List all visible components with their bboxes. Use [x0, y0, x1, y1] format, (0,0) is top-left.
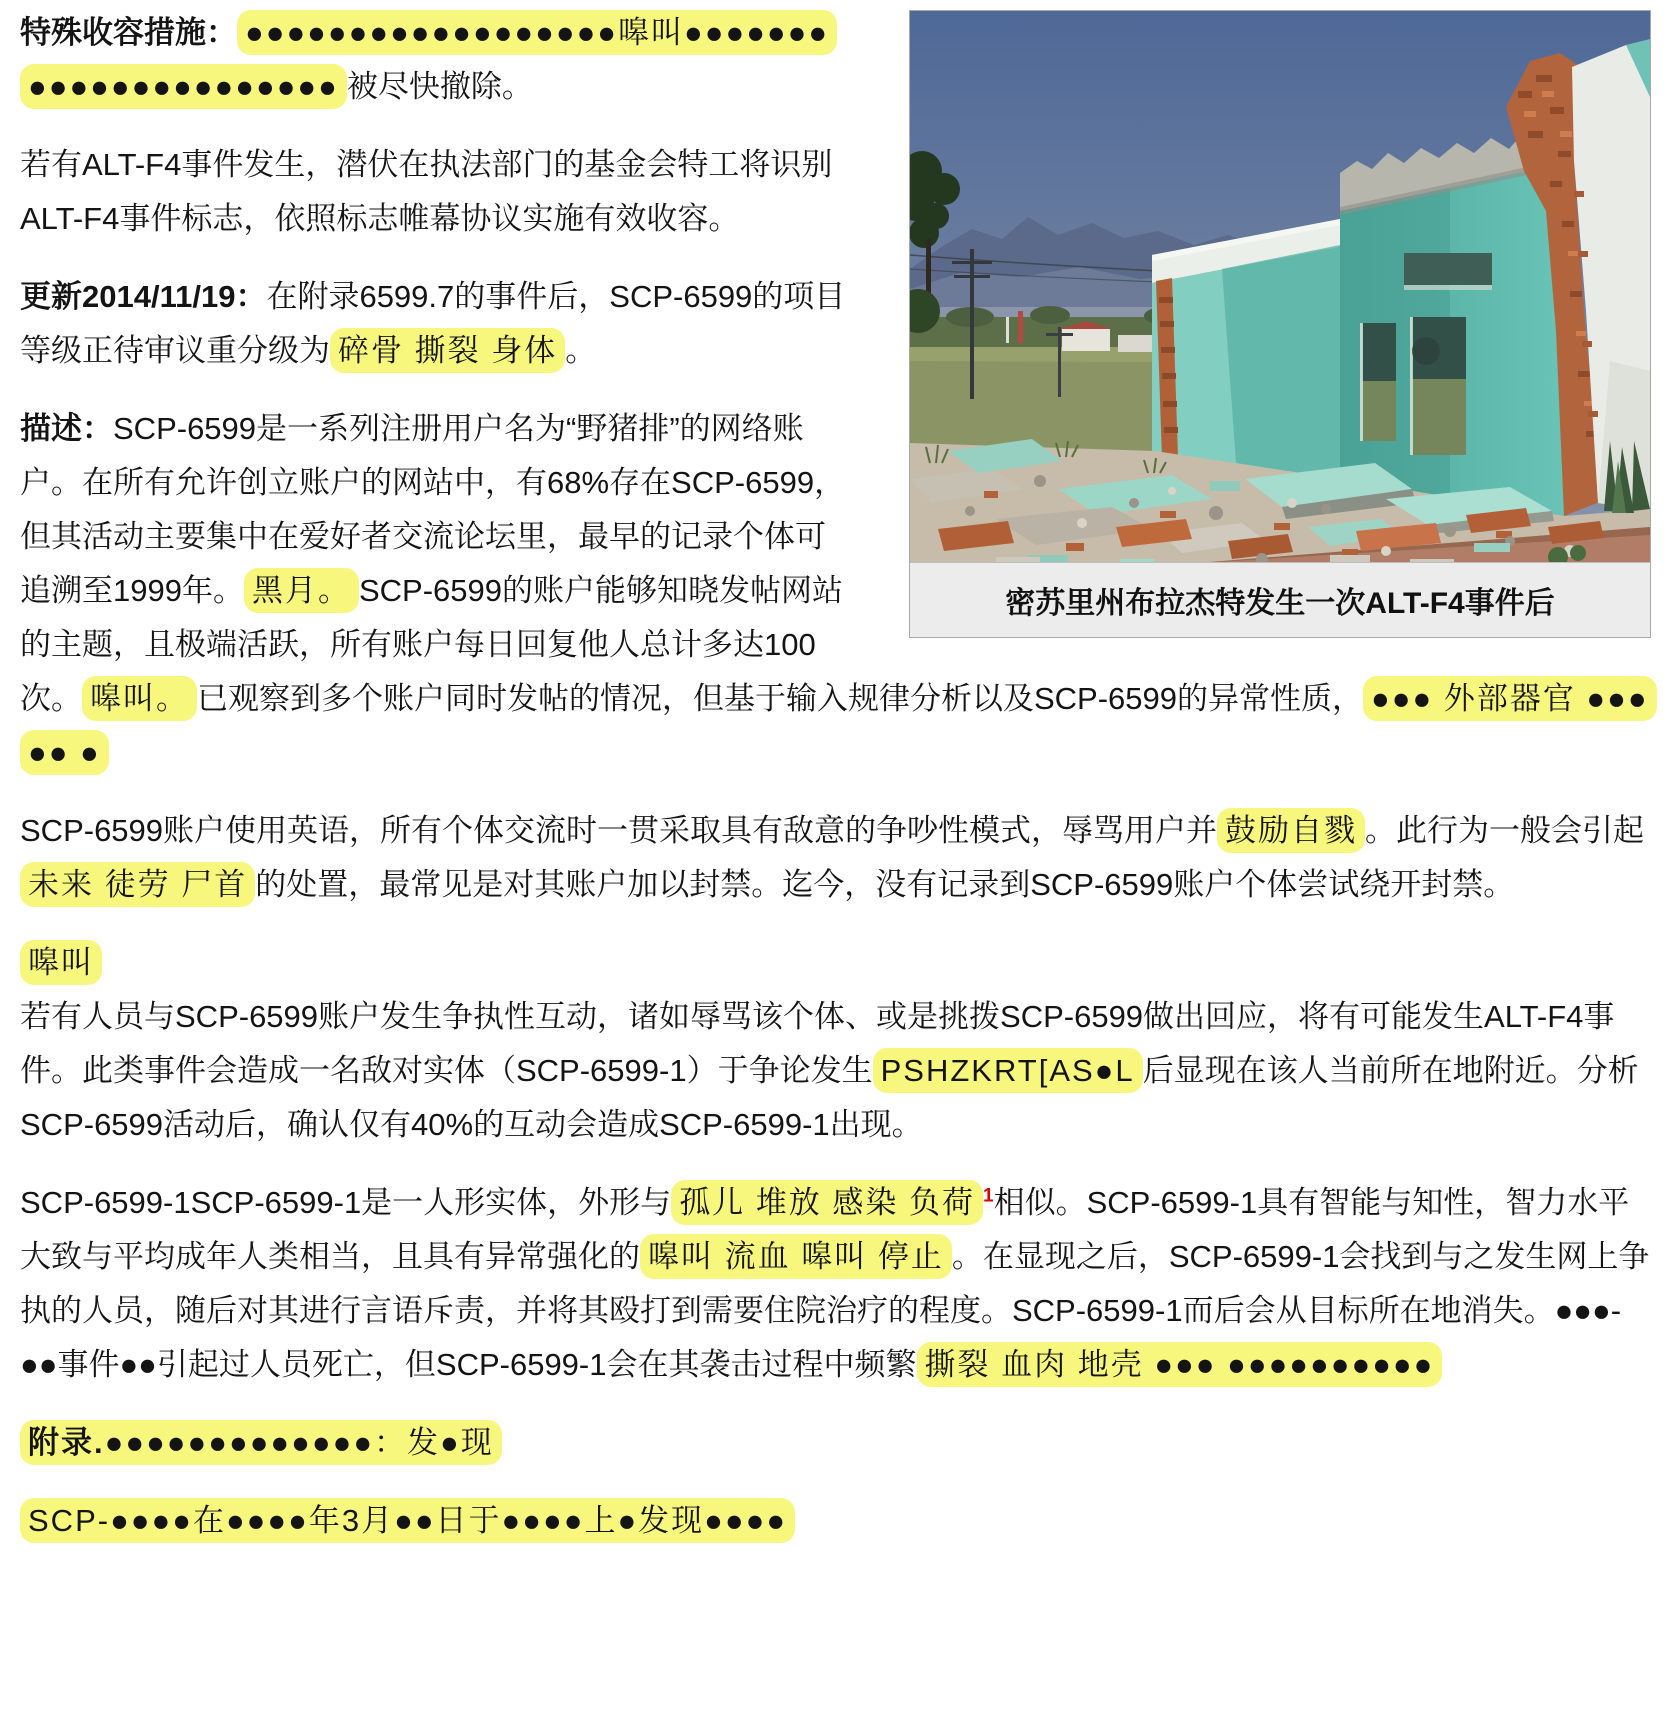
alt-f4-event-figure — [909, 10, 1651, 638]
redacted-text: ●●●●●●●●●●●●●：发●现 — [104, 1425, 494, 1460]
body-text: SCP-6599是一系列注册用户名为“野猪排”的网络账户。在所有允许创立账户的网站中，有68%存在SCP-6599，但其活动主要集中在爱好者交流论坛里，最早的记录个体可追溯至1999年。 — [20, 411, 846, 608]
section-label: 更新2014/11/19： — [20, 279, 267, 314]
paragraph-alt-f4-events — [20, 936, 1651, 1152]
redaction-highlight: 孤儿 堆放 感染 负荷 — [671, 1180, 983, 1225]
demolished-teal-building-rubble-photo — [910, 11, 1650, 562]
body-text: 被尽快撤除。 — [346, 69, 533, 104]
redaction-highlight: 嗥叫 流血 嗥叫 停止 — [640, 1234, 952, 1279]
redaction-highlight: 嗥叫 — [20, 940, 102, 985]
redaction-highlight: SCP-●●●●在●●●●年3月●●日于●●●●上●发现●●●● — [20, 1498, 795, 1543]
body-text: 。在显现之后，SCP-6599-1会找到与之发生网上争执的人员，随后对其进行言语斥责，并将其殴打到需要住院治疗的程度。SCP-6599-1而后会从目标所在地消失。●●●-●●事件●●引起过人员死亡，但SCP-6599-1会在其袭击过程中频繁 — [20, 1239, 1650, 1382]
redaction-highlight — [20, 1420, 502, 1465]
body-text: 后显现在该人当前所在地附近。分析SCP-6599活动后，确认仅有40%的互动会造成SCP-6599-1出现。 — [20, 1053, 1639, 1142]
body-text: 的处置，最常见是对其账户加以封禁。迄今，没有记录到SCP-6599账户个体尝试绕开封禁。 — [255, 867, 1515, 902]
redaction-highlight: 黑月。 — [244, 568, 359, 613]
paragraph-scp-6599-1 — [20, 1176, 1651, 1392]
redaction-highlight: 碎骨 撕裂 身体 — [330, 328, 565, 373]
body-text: SCP-6599的账户能够知晓发帖网站的主题，且极端活跃，所有账户每日回复他人总计多达100次。 — [20, 573, 843, 716]
section-label: 描述： — [20, 411, 113, 446]
paragraph-addendum-heading — [20, 1416, 1651, 1470]
section-label: 附录. — [28, 1425, 105, 1460]
body-text: SCP-6599账户使用英语，所有个体交流时一贯采取具有敌意的争吵性模式，辱骂用户并 — [20, 813, 1218, 848]
paragraph-discovery — [20, 1494, 1651, 1548]
body-text: SCP-6599-1SCP-6599-1是一人形实体，外形与 — [20, 1185, 672, 1220]
body-text: 若有人员与SCP-6599账户发生争执性互动，诸如辱骂该个体、或是挑拨SCP-6599做出回应，将有可能发生ALT-F4事件。此类事件会造成一名敌对实体（SCP-6599-1）于争论发生 — [20, 999, 1615, 1088]
redaction-highlight: ●●● 外部器官 ●●● ●● ● — [20, 676, 1657, 775]
redaction-highlight: 未来 徒劳 尸首 — [20, 862, 255, 907]
redaction-highlight: 嗥叫。 — [82, 676, 197, 721]
redaction-highlight: PSHZKRT[AS●L — [873, 1048, 1143, 1093]
body-text: 已观察到多个账户同时发帖的情况，但基于输入规律分析以及SCP-6599的异常性质， — [197, 681, 1364, 716]
body-text: 相似。SCP-6599-1具有智能与知性，智力水平大致与平均成年人类相当，且具有异常强化的 — [20, 1185, 1630, 1274]
body-text: 。 — [565, 333, 597, 368]
paragraph-accounts-behavior — [20, 804, 1651, 912]
body-text: 在附录6599.7的事件后，SCP-6599的项目等级正待审议重分级为 — [20, 279, 846, 368]
redaction-highlight: 鼓励自戮 — [1217, 808, 1365, 853]
body-text: 。此行为一般会引起 — [1365, 813, 1645, 848]
footnote-ref: 1 — [983, 1185, 994, 1207]
body-text: 若有ALT-F4事件发生，潜伏在执法部门的基金会特工将识别ALT-F4事件标志，依照标志帷幕协议实施有效收容。 — [20, 147, 833, 236]
figure-caption: 密苏里州布拉杰特发生一次ALT-F4事件后 — [910, 562, 1650, 637]
section-label: 特殊收容措施： — [20, 15, 237, 50]
redaction-highlight: ●●●●●●●●●●●●●●●●●●嗥叫●●●●●●●●●●●●●●●●●●●●●● — [20, 10, 837, 109]
redaction-highlight: 撕裂 血肉 地壳 ●●● ●●●●●●●●●● — [917, 1342, 1443, 1387]
